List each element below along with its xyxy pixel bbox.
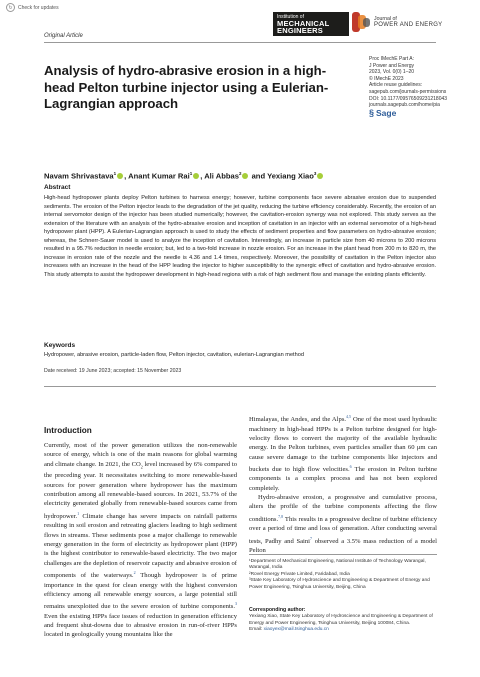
author-name: Anant Kumar Rai: [128, 171, 190, 181]
citation-link[interactable]: 7,8: [278, 513, 284, 519]
abstract-text: High-head hydropower plants deploy Pelton turbines to harness energy; however, turbine components face severe abrasive erosion due to suspended sediments. The erosion of the Pelton injector leads to the degradation of the jet quality, reducing the turbine efficiency considerably. Recently, the erosion of an internal servomotor design of the injector has been studied numerically; however, the cavitation-erosion synergy was not explored. This study serves as the extension of the literature with an analysis of the hydro-abrasive erosion and inception of cavitation in an injector with an external servomotor of a high-head hydropower plant (HPP). A Eulerian-Lagrangian approach is used to study the effects of sediment properties and flow parameters on hydro-abrasive erosion; whereas, the Schnerr-Sauer model is used to analyze the inception of cavitation. Interestingly, an increase in particle size from 40 microns to 200 microns resulted in a 95.7% reduction in needle erosion; but, led to a two-fold increase in nozzle erosion. For an increase in the plant head from 200 m to 820 m, the increase in erosion rate of the nozzle and the needle is 4.36 and 1.4 times, respectively. Moreover, the possibility of cavitation in the Pelton injector also increases with an increase in the head of the HPP leading the injector to higher susceptibility to the synergic effect of cavitation and hydro-abrasive erosion. This study attempts to assist the hydropower development in high-head regions with a risk of high sediment flow and manage the existing plants efficiently.: [44, 195, 436, 278]
meta-journal-title: J Power and Energy: [369, 62, 415, 69]
corresponding-heading: Corresponding author:: [249, 607, 306, 613]
orcid-icon[interactable]: [242, 173, 248, 179]
check-for-updates-badge[interactable]: [6, 3, 59, 12]
meta-reuse-label: Article reuse guidelines:: [369, 82, 423, 89]
article-type: Original Article: [44, 33, 83, 39]
paper-title: Analysis of hydro-abrasive erosion in a high-head Pelton turbine injector using a Eulerian-Lagrangian approach: [44, 63, 329, 111]
keywords-heading: Keywords: [44, 342, 76, 349]
meta-reuse-link[interactable]: sagepub.com/journals-permissions: [369, 88, 447, 95]
affiliation-item: ²Rovel Energy Private Limited, Faridabad, India: [249, 571, 350, 577]
body-column-left: [44, 441, 237, 640]
journal-logo-line2: POWER AND ENERGY: [374, 22, 443, 28]
corresponding-author: [249, 607, 437, 634]
citation-link[interactable]: 3: [235, 601, 237, 607]
citation-link[interactable]: 2: [133, 569, 136, 575]
meta-doi[interactable]: DOI: 10.1177/09576509231218043: [369, 95, 448, 102]
orcid-icon[interactable]: [193, 173, 199, 179]
meta-journal-link[interactable]: journals.sagepub.com/home/pia: [369, 102, 440, 109]
citation-link[interactable]: 6: [349, 463, 352, 469]
header-divider: [44, 42, 436, 43]
citation-link[interactable]: 7: [310, 535, 313, 541]
meta-volume: 2023, Vol. 0(0) 1–20: [369, 69, 415, 76]
journal-logo: [352, 12, 442, 32]
sage-s-icon: §: [369, 107, 375, 118]
introduction-heading: Introduction: [44, 426, 92, 435]
footnote-divider: [249, 554, 437, 555]
affiliation-item: ¹Department of Mechanical Engineering, National Institute of Technology Warangal, Warangal, India: [249, 559, 426, 571]
meta-journal: Proc IMechE Part A:: [369, 56, 415, 62]
author-name: Navam Shrivastava: [44, 171, 114, 181]
author-list: Navam Shrivastava$^1$ , Anant Kumar Rai$^1$ , Ali Abbas$^2$ and Yexiang Xiao$^3$: [44, 171, 324, 181]
email-link[interactable]: xiaoyex@mail.tsinghua.edu.cn: [263, 627, 329, 633]
section-divider: [44, 386, 436, 387]
author-name: Ali Abbas: [204, 171, 239, 181]
abstract-heading: Abstract: [44, 184, 71, 191]
affiliations: [249, 559, 437, 591]
paragraph: Currently, most of the power generation utilizes the non-renewable source of energy, which is one of the main reasons for global warming and climate change. In 2021, the $CO_2$ level increased by 6% compared to the preceding year. It necessitates switching to more renewable-based sources for power generation where hydropower has the maximum contribution among all renewable-based sources. In 2021, 53.7% of the electricity generated globally from renewable-based sources came from hydropower.$^1$ Climate change has severe impacts on rainfall patterns resulting in soil erosion and retreating glaciers leading to high sediment flows in streams. These sediments pose a major challenge to renewable energy generation in the form of electricity as hydropower plant (HPP) is the highest contributor to renewable-based electricity. The two major challenges are the depletion of reservoir capacity and abrasive erosion of components of the waterways.$^2$ Though hydropower is of prime importance in the quest for clean energy with the highest conversion efficiency among all renewable energy sources, a large potential still remains unexploited due to the severe erosion of turbine components.$^3$ Even the existing HPPs face issues of reduction in generation efficiency and frequent shut-downs due to abrasive erosion in run-of-river HPPs located in geologically young mountains like the: [44, 442, 237, 639]
affiliation-item: ³State Key Laboratory of Hydroscience and Engineering & Department of Energy and Power Engineering, Tsinghua University, Beijing, China: [249, 578, 430, 590]
author-name: Yexiang Xiao: [267, 171, 314, 181]
citation-link[interactable]: 4,5: [346, 414, 352, 419]
refresh-icon: ↻: [6, 3, 15, 12]
article-dates: Date received: 19 June 2023; accepted: 15 November 2023: [44, 368, 182, 374]
meta-copyright: © IMechE 2023: [369, 75, 404, 82]
sage-logo: [369, 107, 464, 118]
keywords-text: Hydropower, abrasive erosion, particle-laden flow, Pelton injector, cavitation, eulerian-Lagrangian method: [44, 352, 304, 358]
check-for-updates-label: Check for updates: [18, 4, 59, 11]
paragraph: Hydro-abrasive erosion, a progressive and cumulative process, alters the profile of the turbine components affecting the flow conditions.$^{7,8}$ This results in a progressive decline of turbine efficiency over a period of time and loss of generation. After conducting several tests, Padhy and Saini$^7$ observed a 3.5% mass reduction of a model Pelton: [249, 494, 437, 555]
orcid-icon[interactable]: [317, 173, 323, 179]
sage-label: Sage: [376, 107, 397, 118]
email-label: Email:: [249, 627, 264, 633]
citation-link[interactable]: 1: [77, 510, 80, 516]
journal-mark-icon: [352, 12, 370, 32]
body-column-right: [249, 412, 437, 556]
imeche-logo: Institution of MECHANICAL ENGINEERS: [273, 12, 349, 36]
paragraph: Himalayas, the Andes, and the Alps.$^{4,5}$ One of the most used hydraulic machinery in high-head HPPs is a Pelton turbine designed for high-velocity flows to convert the majority of the available hydraulic energy. In the Pelton turbines, even particles smaller than 60 μm can cause severe damage to the turbine components like injectors and buckets due to high flow velocities.$^6$ The erosion in Pelton turbine components is a complex process and has not been explored completely.: [249, 414, 437, 492]
journal-logo-line1: Journal of: [374, 15, 397, 22]
orcid-icon[interactable]: [117, 173, 123, 179]
publication-meta: [369, 56, 464, 116]
corresponding-address: Yexiang Xiao, State Key Laboratory of Hydroscience and Engineering & Department of Energy and Power Engineering, Tsinghua University, Beijing 100084, China.: [249, 614, 433, 626]
